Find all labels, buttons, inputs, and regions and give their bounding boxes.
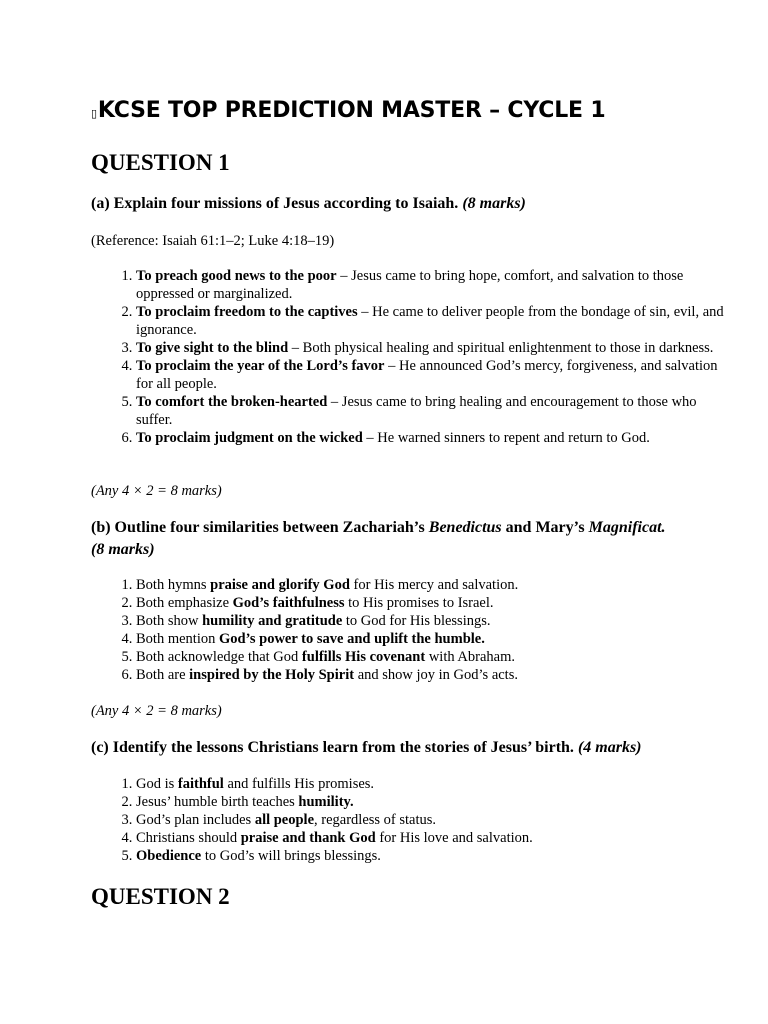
missing-glyph-icon: ▯ — [91, 107, 97, 120]
marks-note-b: (Any 4 × 2 = 8 marks) — [91, 703, 222, 719]
list-item — [136, 267, 726, 303]
list-item — [136, 303, 726, 339]
item-key-phrase: God’s faithfulness — [232, 595, 345, 611]
list-item — [136, 666, 726, 684]
item-key-phrase: inspired by the Holy Spirit — [189, 667, 355, 683]
list-item — [136, 339, 726, 357]
list-item — [136, 847, 726, 865]
item-text: with Abraham. — [425, 649, 515, 665]
item-key-phrase: praise and thank God — [240, 830, 376, 846]
item-text: to His promises to Israel. — [344, 595, 494, 611]
list-item — [136, 393, 726, 429]
list-item — [136, 648, 726, 666]
reference-line: (Reference: Isaiah 61:1–2; Luke 4:18–19) — [91, 233, 335, 249]
list-item — [136, 576, 726, 594]
item-key-phrase: To comfort the broken-hearted — [136, 394, 328, 410]
list-item — [136, 357, 726, 393]
question-1b-marks: (8 marks) — [91, 541, 155, 558]
item-key-phrase: To proclaim freedom to the captives — [136, 304, 358, 320]
item-key-phrase: humility. — [298, 794, 354, 810]
document-title — [91, 97, 605, 128]
item-text: Both hymns — [136, 577, 211, 593]
item-key-phrase: faithful — [177, 776, 224, 792]
item-text: to God’s will brings blessings. — [201, 848, 381, 864]
item-explanation: – Both physical healing and spiritual enlightenment to those in darkness. — [288, 340, 714, 356]
similarities-list — [91, 576, 726, 684]
item-explanation: – Jesus came to bring hope, comfort, and salvation to those oppressed or marginalized. — [136, 268, 684, 302]
list-item — [136, 811, 726, 829]
question-1-heading: QUESTION 1 — [91, 150, 230, 175]
question-1a-text: (a) Explain four missions of Jesus according to Isaiah. — [91, 195, 459, 212]
item-explanation: – He came to deliver people from the bondage of sin, evil, and ignorance. — [136, 304, 724, 338]
item-text: God’s plan includes — [136, 812, 255, 828]
item-text: Both acknowledge that God — [136, 649, 302, 665]
list-item — [136, 594, 726, 612]
marks-note-a: (Any 4 × 2 = 8 marks) — [91, 483, 222, 499]
list-item — [136, 775, 726, 793]
item-key-phrase: To give sight to the blind — [136, 340, 289, 356]
item-text: God is — [136, 776, 178, 792]
list-item — [136, 612, 726, 630]
item-text: , regardless of status. — [314, 812, 437, 828]
question-1c-prompt — [91, 737, 681, 759]
list-item — [136, 829, 726, 847]
magnificat-title: Magnificat. — [588, 519, 666, 536]
item-key-phrase: praise and glorify God — [210, 577, 350, 593]
item-key-phrase: all people — [254, 812, 315, 828]
item-explanation: – He warned sinners to repent and return to God. — [362, 430, 650, 446]
item-text: for His love and salvation. — [375, 830, 533, 846]
list-item — [136, 630, 726, 648]
item-key-phrase: humility and gratitude — [202, 613, 343, 629]
item-text: Both show — [136, 613, 203, 629]
question-1a-marks: (8 marks) — [462, 195, 526, 212]
lessons-list — [91, 775, 726, 865]
item-key-phrase: To proclaim judgment on the wicked — [136, 430, 363, 446]
item-key-phrase: To preach good news to the poor — [136, 268, 337, 284]
item-text: Jesus’ humble birth teaches — [136, 794, 299, 810]
item-text: to God for His blessings. — [342, 613, 491, 629]
item-text: and fulfills His promises. — [223, 776, 375, 792]
item-key-phrase: fulfills His covenant — [301, 649, 426, 665]
list-item — [136, 793, 726, 811]
question-1b-text: and Mary’s — [501, 519, 589, 536]
item-key-phrase: Obedience — [136, 848, 202, 864]
item-text: Both emphasize — [136, 595, 233, 611]
item-text: and show joy in God’s acts. — [354, 667, 518, 683]
question-1c-marks: (4 marks) — [577, 739, 642, 756]
question-1b-prompt — [91, 517, 681, 561]
question-1a-prompt — [91, 193, 681, 215]
question-1b-text: (b) Outline four similarities between Zachariah’s — [91, 519, 429, 536]
document-title-text: KCSE TOP PREDICTION MASTER – CYCLE 1 — [97, 98, 606, 123]
question-1c-text: (c) Identify the lessons Christians learn from the stories of Jesus’ birth. — [91, 739, 574, 756]
benedictus-title: Benedictus — [428, 519, 502, 536]
item-text: Both mention — [136, 631, 219, 647]
item-explanation: – Jesus came to bring healing and encouragement to those who suffer. — [136, 394, 697, 428]
item-text: Christians should — [136, 830, 241, 846]
item-text: Both are — [136, 667, 190, 683]
question-2-heading: QUESTION 2 — [91, 884, 230, 909]
missions-list — [91, 267, 726, 447]
list-item — [136, 429, 726, 447]
item-key-phrase: God’s power to save and uplift the humble. — [218, 631, 485, 647]
item-key-phrase: To proclaim the year of the Lord’s favor — [136, 358, 385, 374]
item-text: for His mercy and salvation. — [349, 577, 519, 593]
item-explanation: – He announced God’s mercy, forgiveness, and salvation for all people. — [136, 358, 718, 392]
